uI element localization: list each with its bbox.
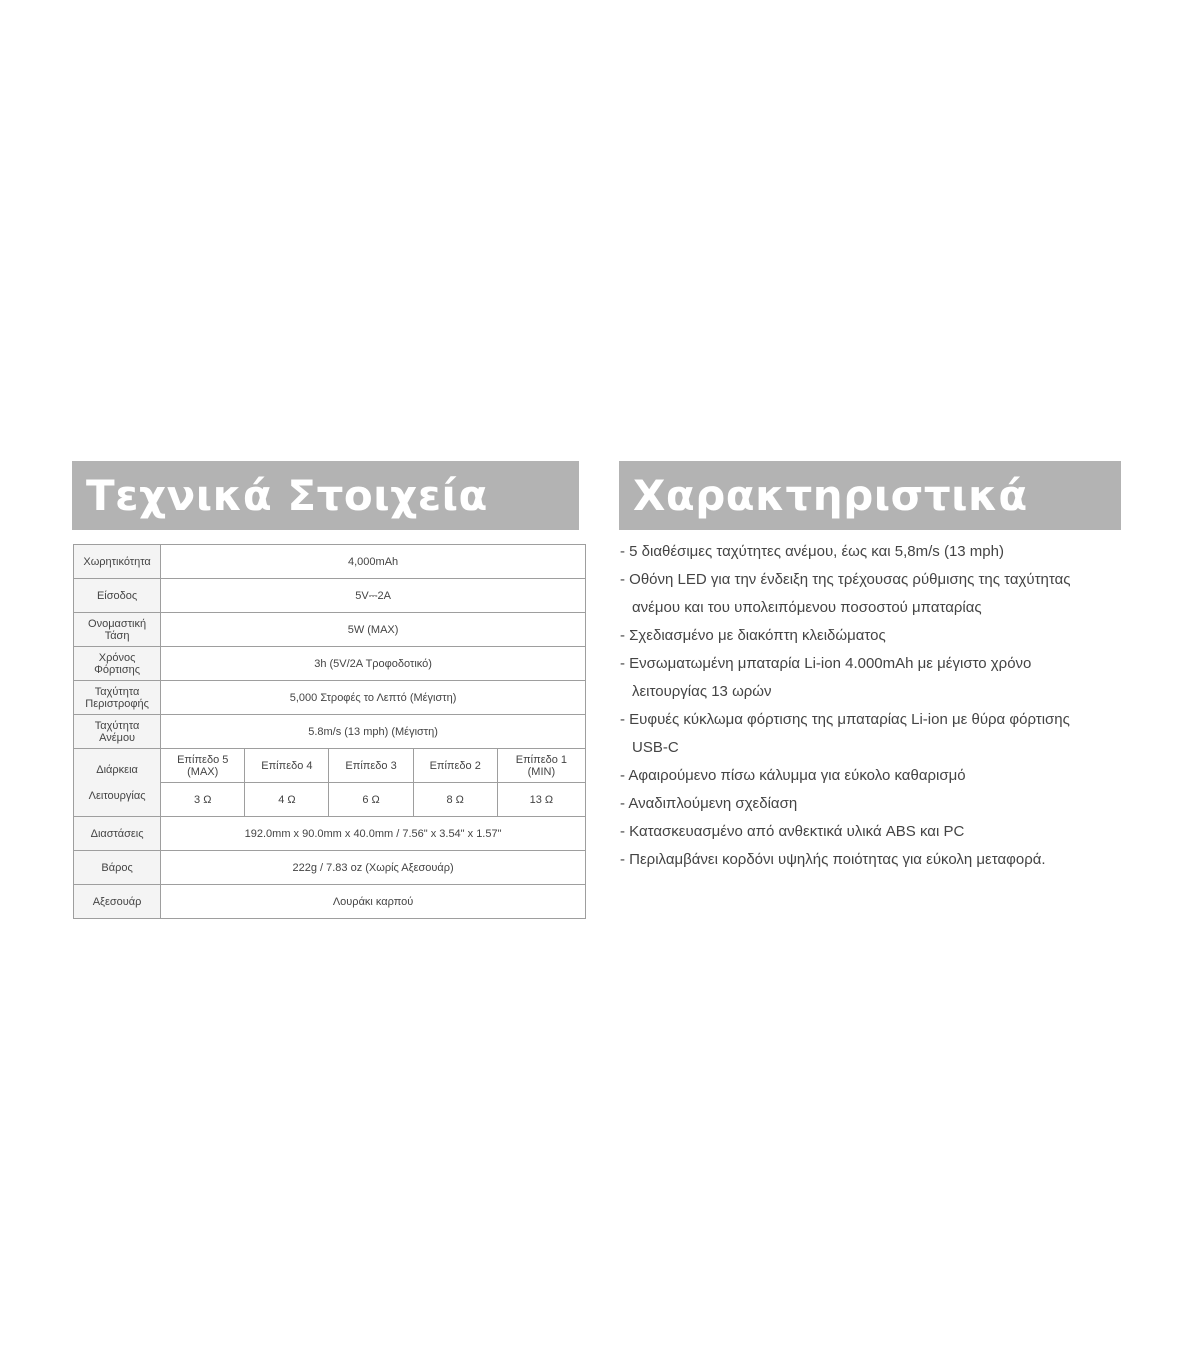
label-line: Περιστροφής <box>85 697 149 710</box>
table-row <box>74 613 586 647</box>
spec-value-weight: 222g / 7.83 oz (Χωρίς Αξεσουάρ) <box>161 851 586 885</box>
spec-value-dimensions: 192.0mm x 90.0mm x 40.0mm / 7.56" x 3.54" x 1.57" <box>161 817 586 851</box>
runtime-level-hours: 4 Ω <box>245 783 329 817</box>
feature-text: - Αναδιπλούμενη σχεδίαση <box>620 795 798 812</box>
label-line: Τάση <box>104 629 130 642</box>
feature-text: - Ενσωματωμένη μπαταρία Li-ion 4.000mAh με μέγιστο χρόνο <box>620 655 1032 672</box>
table-row <box>74 681 586 715</box>
spec-value-accessories: Λουράκι καρπού <box>161 885 586 919</box>
feature-text: - Ευφυές κύκλωμα φόρτισης της μπαταρίας Li-ion με θύρα φόρτισης <box>620 711 1070 728</box>
spec-value-charging-time: 3h (5V/2A Τροφοδοτικό) <box>161 647 586 681</box>
spec-label-dimensions: Διαστάσεις <box>74 817 161 851</box>
label-line: Λειτουργίας <box>88 789 146 802</box>
spec-label-capacity: Χωρητικότητα <box>74 545 161 579</box>
list-item <box>620 566 1160 622</box>
specs-heading: Τεχνικά Στοιχεία <box>86 471 488 520</box>
level-line: (MAX) <box>187 765 219 778</box>
table-row <box>74 817 586 851</box>
spec-label-wind-speed <box>74 715 161 749</box>
spec-label-weight: Βάρος <box>74 851 161 885</box>
list-item <box>620 818 1160 846</box>
features-heading-banner <box>619 461 1121 530</box>
spec-value-capacity: 4,000mAh <box>161 545 586 579</box>
features-heading: Χαρακτηριστικά <box>633 471 1028 520</box>
spec-label-rotation-speed <box>74 681 161 715</box>
table-row <box>74 749 586 783</box>
spec-value-input: 5V⎓2A <box>161 579 586 613</box>
table-row <box>74 545 586 579</box>
runtime-level-hours: 3 Ω <box>161 783 245 817</box>
label-line: Ταχύτητα <box>94 685 140 698</box>
spec-label-charging-time <box>74 647 161 681</box>
feature-text: - Αφαιρούμενο πίσω κάλυμμα για εύκολο καθαρισμό <box>620 767 966 784</box>
feature-text: - 5 διαθέσιμες ταχύτητες ανέμου, έως και 5,8m/s (13 mph) <box>620 543 1004 560</box>
spec-label-accessories: Αξεσουάρ <box>74 885 161 919</box>
label-line: Φόρτισης <box>94 663 141 676</box>
level-line: Επίπεδο 1 <box>515 753 568 766</box>
level-line: (MIN) <box>527 765 556 778</box>
feature-text-continued: λειτουργίας 13 ωρών <box>632 683 772 700</box>
list-item <box>620 538 1160 566</box>
feature-text-continued: ανέμου και του υπολειπόμενου ποσοστού μπαταρίας <box>632 599 982 616</box>
feature-text: - Σχεδιασμένο με διακόπτη κλειδώματος <box>620 627 886 644</box>
list-item <box>620 846 1160 874</box>
label-line: Ονομαστική <box>88 617 147 630</box>
runtime-level-name: Επίπεδο 4 <box>245 749 329 783</box>
list-item <box>620 706 1160 762</box>
spec-value-rated-voltage: 5W (MAX) <box>161 613 586 647</box>
spec-label-rated-voltage <box>74 613 161 647</box>
list-item <box>620 762 1160 790</box>
table-row <box>74 885 586 919</box>
table-row <box>74 647 586 681</box>
label-line: Χρόνος <box>98 651 136 664</box>
specs-heading-banner <box>72 461 579 530</box>
feature-text: - Κατασκευασμένο από ανθεκτικά υλικά ABS και PC <box>620 823 965 840</box>
label-line: Διάρκεια <box>96 763 138 776</box>
label-line: Ταχύτητα <box>94 719 140 732</box>
table-row <box>74 851 586 885</box>
feature-text-continued: USB-C <box>632 739 679 756</box>
feature-text: - Οθόνη LED για την ένδειξη της τρέχουσας ρύθμισης της ταχύτητας <box>620 571 1071 588</box>
spec-value-wind-speed: 5.8m/s (13 mph) (Μέγιστη) <box>161 715 586 749</box>
list-item <box>620 622 1160 650</box>
list-item <box>620 650 1160 706</box>
spec-label-input: Είσοδος <box>74 579 161 613</box>
table-row <box>74 715 586 749</box>
label-line: Ανέμου <box>99 731 136 744</box>
specs-table <box>73 544 586 919</box>
table-row <box>74 579 586 613</box>
list-item <box>620 790 1160 818</box>
runtime-level-hours: 8 Ω <box>413 783 497 817</box>
runtime-level-hours: 6 Ω <box>329 783 413 817</box>
runtime-level-hours: 13 Ω <box>497 783 585 817</box>
spec-label-runtime <box>74 749 161 817</box>
runtime-level-name: Επίπεδο 3 <box>329 749 413 783</box>
runtime-level-name <box>161 749 245 783</box>
feature-text: - Περιλαμβάνει κορδόνι υψηλής ποιότητας για εύκολη μεταφορά. <box>620 851 1046 868</box>
level-line: Επίπεδο 5 <box>177 753 229 766</box>
features-list <box>620 538 1160 874</box>
runtime-level-name: Επίπεδο 2 <box>413 749 497 783</box>
spec-value-rotation-speed: 5,000 Στροφές το Λεπτό (Μέγιστη) <box>161 681 586 715</box>
runtime-level-name <box>497 749 585 783</box>
